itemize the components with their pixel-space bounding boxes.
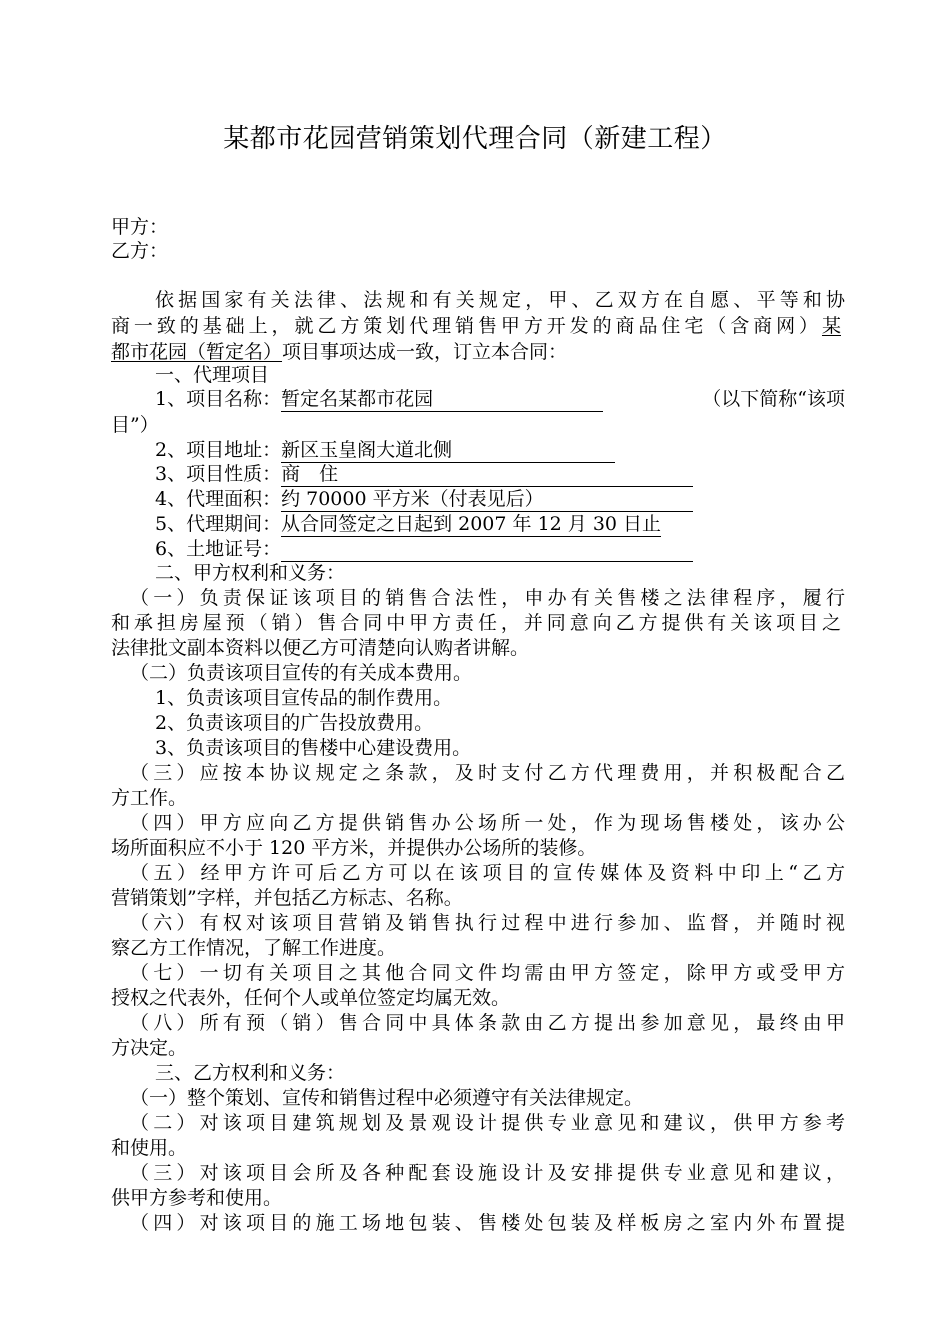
clause-line: 和使用。 xyxy=(111,1137,188,1159)
clause-line: （三）对该项目会所及各种配套设施设计及安排提供专业意见和建议， xyxy=(130,1162,845,1184)
intro-line-2 xyxy=(111,313,841,339)
section-3-heading: 三、乙方权利和义务： xyxy=(155,1062,346,1084)
clause-line: 1、负责该项目宣传品的制作费用。 xyxy=(155,687,453,709)
party-a-label: 甲方： xyxy=(111,216,169,238)
clause-line: 场所面积应不小于 120 平方米，并提供办公场所的装修。 xyxy=(111,837,597,859)
item-address-value: 新区玉皇阁大道北侧 xyxy=(281,438,615,463)
clause-line: （八）所有预（销）售合同中具体条款由乙方提出参加意见，最终由甲 xyxy=(130,1012,845,1034)
intro-line-1: 依据国家有关法律、法规和有关规定，甲、乙双方在自愿、平等和协 xyxy=(155,289,845,311)
clause-line: 供甲方参考和使用。 xyxy=(111,1187,283,1209)
project-name-start: 某 xyxy=(821,315,841,337)
section-1-heading: 一、代理项目 xyxy=(155,364,270,386)
item-period-value: 从合同签定之日起到 2007 年 12 月 30 日止 xyxy=(281,513,662,535)
clause-line: 2、负责该项目的广告投放费用。 xyxy=(155,712,434,734)
party-b-label: 乙方： xyxy=(111,240,169,262)
clause-line: （五）经甲方许可后乙方可以在该项目的宣传媒体及资料中印上“乙方 xyxy=(130,862,845,884)
land-cert-blank xyxy=(281,541,693,562)
document-title: 某都市花园营销策划代理合同（新建工程） xyxy=(223,124,727,154)
clause-line: 法律批文副本资料以便乙方可清楚向认购者讲解。 xyxy=(111,637,530,659)
section-2-heading: 二、甲方权利和义务： xyxy=(155,562,346,584)
clause-line: （一）整个策划、宣传和销售过程中必须遵守有关法律规定。 xyxy=(130,1087,644,1109)
intro-line-2-text: 商一致的基础上，就乙方策划代理销售甲方开发的商品住宅（含商网） xyxy=(111,315,822,337)
project-name-underlined: 都市花园（暂定名） xyxy=(111,341,283,363)
clause-line: （七）一切有关项目之其他合同文件均需由甲方签定，除甲方或受甲方 xyxy=(130,962,845,984)
item-nature xyxy=(155,461,845,487)
intro-line-3-text: 项目事项达成一致，订立本合同： xyxy=(282,341,568,363)
item-nature-value: 商 住 xyxy=(281,462,693,487)
clause-line: （三）应按本协议规定之条款，及时支付乙方代理费用，并积极配合乙 xyxy=(130,762,845,784)
item-land-cert-label: 6、土地证号： xyxy=(155,538,282,560)
clause-line: （四）甲方应向乙方提供销售办公场所一处，作为现场售楼处，该办公 xyxy=(130,812,845,834)
item-project-name-value: 暂定名某都市花园 xyxy=(281,387,603,412)
item-area xyxy=(155,486,845,512)
item-area-value: 约 70000 平方米（付表见后） xyxy=(281,487,693,512)
item-nature-label: 3、项目性质： xyxy=(155,463,282,485)
clause-line: 和承担房屋预（销）售合同中甲方责任，并同意向乙方提供有关该项目之 xyxy=(111,612,841,634)
clause-line: 察乙方工作情况，了解工作进度。 xyxy=(111,937,397,959)
clause-line: （四）对该项目的施工场地包装、售楼处包装及样板房之室内外布置提 xyxy=(130,1212,845,1234)
clause-line: 营销策划”字样，并包括乙方标志、名称。 xyxy=(111,887,463,909)
item-address xyxy=(155,437,845,463)
item-land-cert xyxy=(155,536,845,562)
item-project-name-wrap: 目”） xyxy=(111,414,159,436)
clause-line: （一）负责保证该项目的销售合法性，申办有关售楼之法律程序，履行 xyxy=(130,587,845,609)
clause-line: 方决定。 xyxy=(111,1037,188,1059)
clause-line: （二）对该项目建筑规划及景观设计提供专业意见和建议，供甲方参考 xyxy=(130,1112,845,1134)
item-address-label: 2、项目地址： xyxy=(155,439,282,461)
clause-line: （二）负责该项目宣传的有关成本费用。 xyxy=(130,662,473,684)
clause-line: （六）有权对该项目营销及销售执行过程中进行参加、监督，并随时视 xyxy=(130,912,845,934)
item-period-label: 5、代理期间： xyxy=(155,513,282,535)
clause-line: 3、负责该项目的售楼中心建设费用。 xyxy=(155,737,472,759)
clause-line: 方工作。 xyxy=(111,787,188,809)
clause-line: 授权之代表外，任何个人或单位签定均属无效。 xyxy=(111,987,511,1009)
item-project-name-tail: （以下简称“该项 xyxy=(702,388,845,410)
item-project-name-label: 1、项目名称： xyxy=(155,388,282,410)
item-project-name xyxy=(155,386,845,412)
item-period xyxy=(155,511,845,537)
item-area-label: 4、代理面积： xyxy=(155,488,282,510)
